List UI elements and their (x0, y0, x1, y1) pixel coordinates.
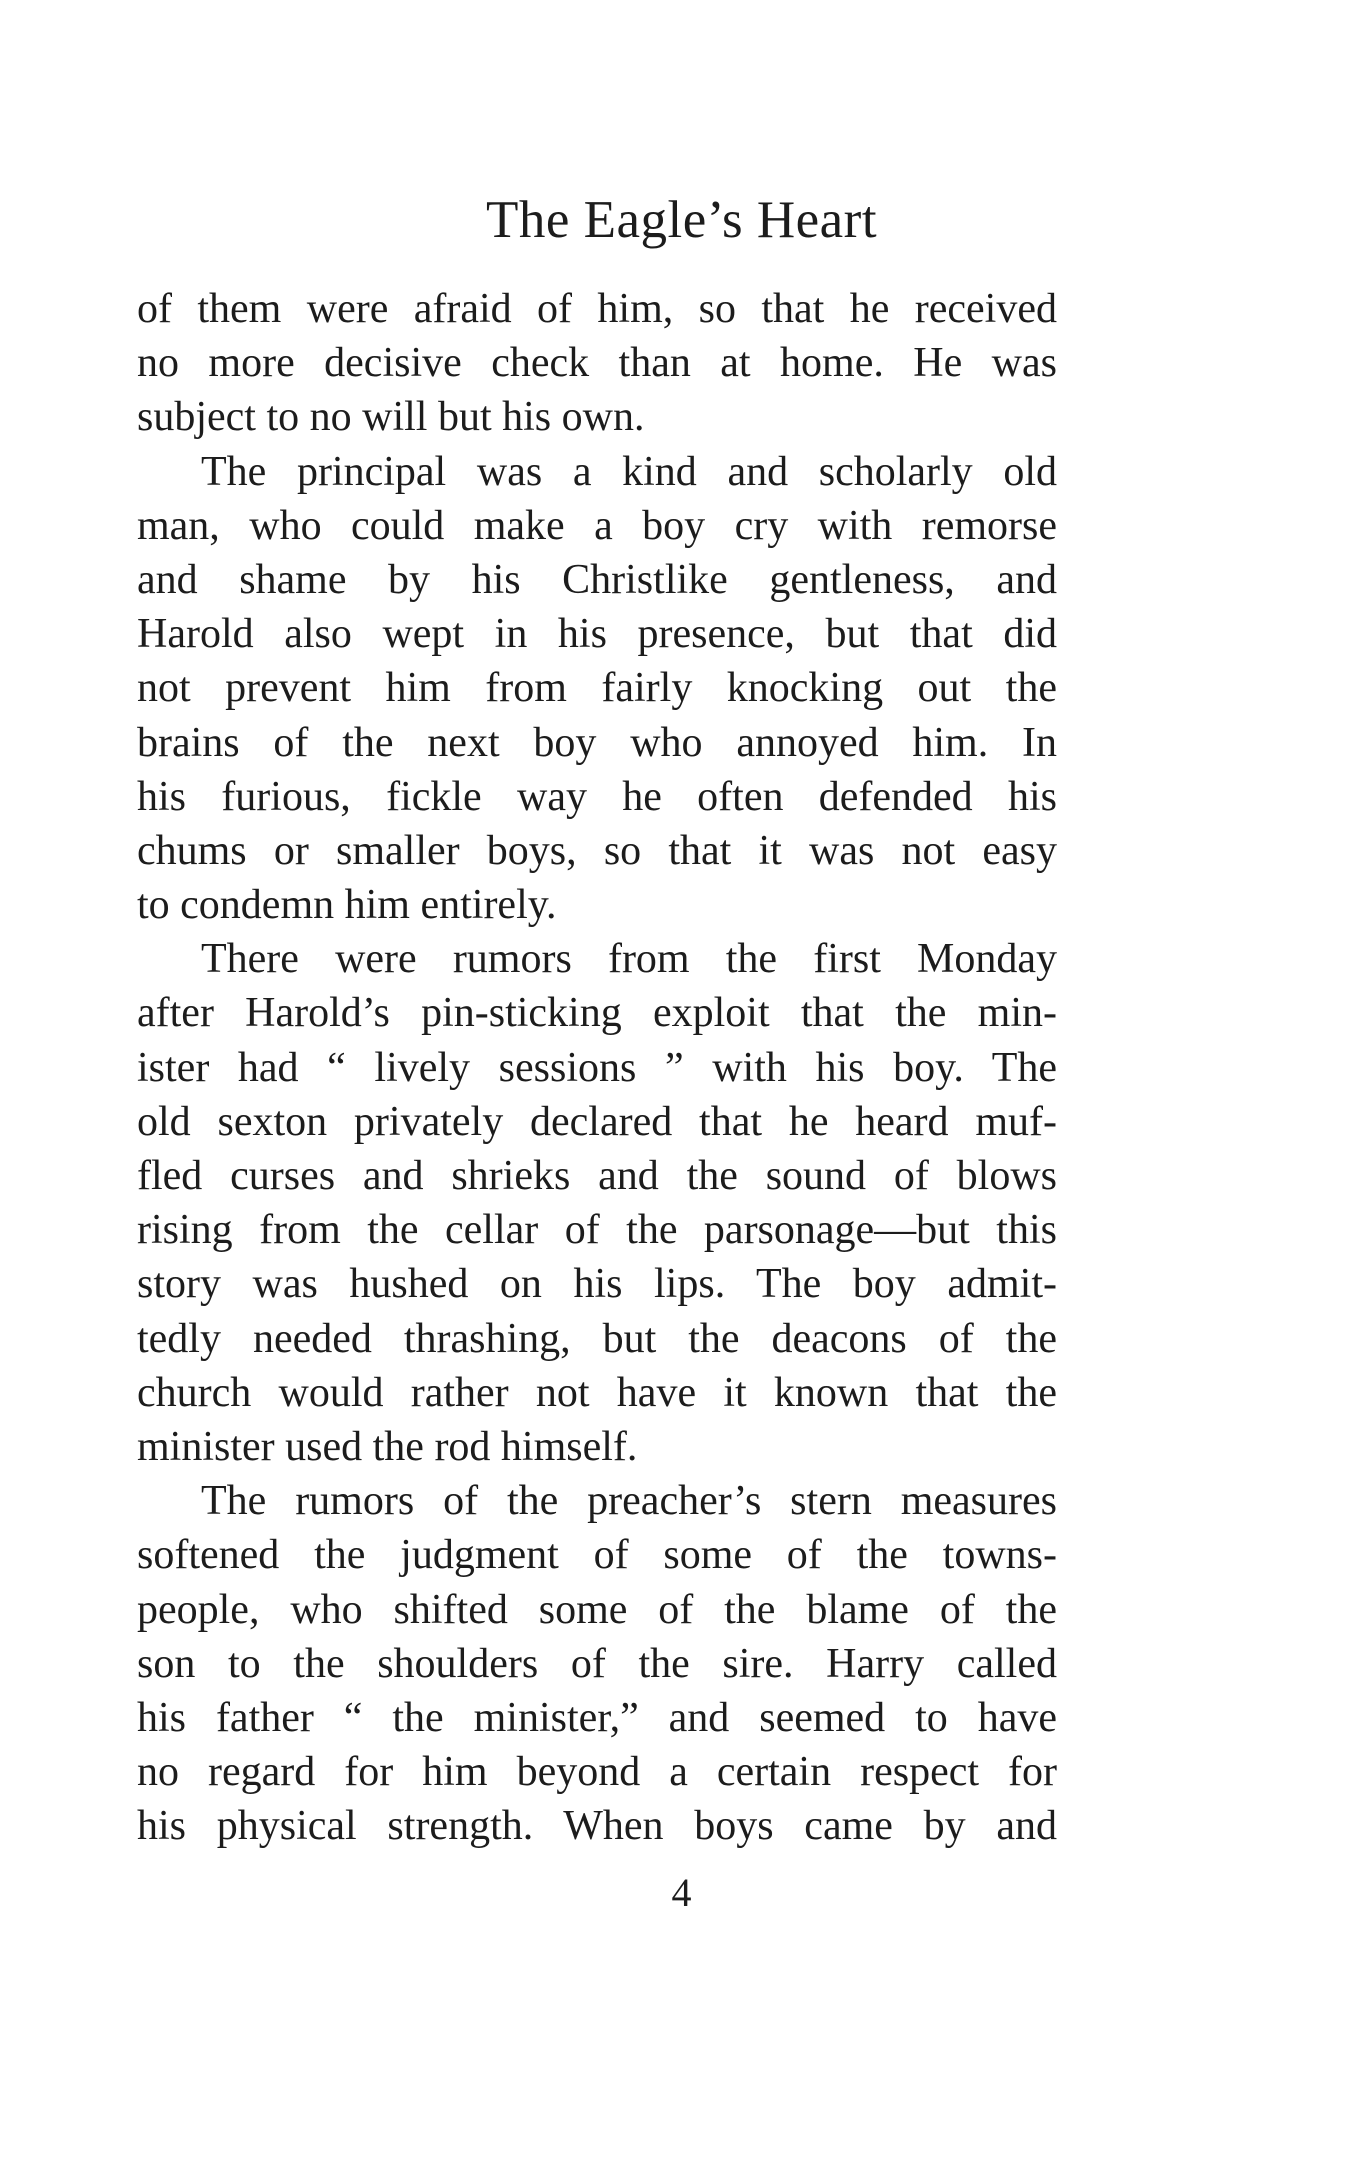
text-line: not prevent him from fairly knocking out the (137, 665, 1057, 712)
paragraph-4 (137, 1474, 1057, 1853)
text-line: The principal was a kind and scholarly old (201, 448, 1057, 495)
text-line: no more decisive check than at home. He was (137, 340, 1057, 387)
text-line: softened the judgment of some of the towns- (137, 1532, 1057, 1579)
text-line: story was hushed on his lips. The boy admit- (137, 1261, 1057, 1308)
paragraph-2 (137, 445, 1057, 933)
text-line: brains of the next boy who annoyed him. In (137, 719, 1057, 766)
body-text (137, 282, 1057, 1853)
text-line: tedly needed thrashing, but the deacons of the (137, 1315, 1057, 1362)
text-line: his father “ the minister,” and seemed to have (137, 1694, 1057, 1741)
text-line: and shame by his Christlike gentleness, and (137, 556, 1057, 603)
page-number: 4 (671, 1870, 692, 1915)
text-line: chums or smaller boys, so that it was not easy (137, 827, 1057, 874)
text-line: of them were afraid of him, so that he received (137, 286, 1057, 332)
text-line: his physical strength. When boys came by and (137, 1803, 1057, 1850)
text-line: son to the shoulders of the sire. Harry called (137, 1640, 1057, 1687)
text-line: Harold also wept in his presence, but that did (137, 611, 1057, 658)
running-head: The Eagle’s Heart (485, 191, 878, 249)
text-line: minister used the rod himself. (137, 1423, 638, 1470)
text-line: his furious, fickle way he often defended his (137, 773, 1057, 820)
text-line: no regard for him beyond a certain respect for (137, 1749, 1057, 1796)
text-line: after Harold’s pin-sticking exploit that the min- (137, 990, 1057, 1037)
text-line: The rumors of the preacher’s stern measures (201, 1478, 1057, 1525)
text-line: old sexton privately declared that he heard muf- (137, 1098, 1057, 1145)
paragraph-3 (137, 932, 1057, 1474)
text-line: rising from the cellar of the parsonage—but this (137, 1207, 1057, 1254)
text-line: church would rather not have it known that the (137, 1369, 1057, 1416)
text-line: to condemn him entirely. (137, 882, 557, 929)
text-line: subject to no will but his own. (137, 394, 645, 441)
text-line: fled curses and shrieks and the sound of blows (137, 1153, 1057, 1199)
text-line: There were rumors from the first Monday (201, 936, 1057, 983)
text-line: man, who could make a boy cry with remorse (137, 502, 1057, 549)
text-line: people, who shifted some of the blame of the (137, 1586, 1057, 1633)
text-line: ister had “ lively sessions ” with his boy. The (137, 1044, 1057, 1091)
paragraph-1 (137, 282, 1057, 445)
